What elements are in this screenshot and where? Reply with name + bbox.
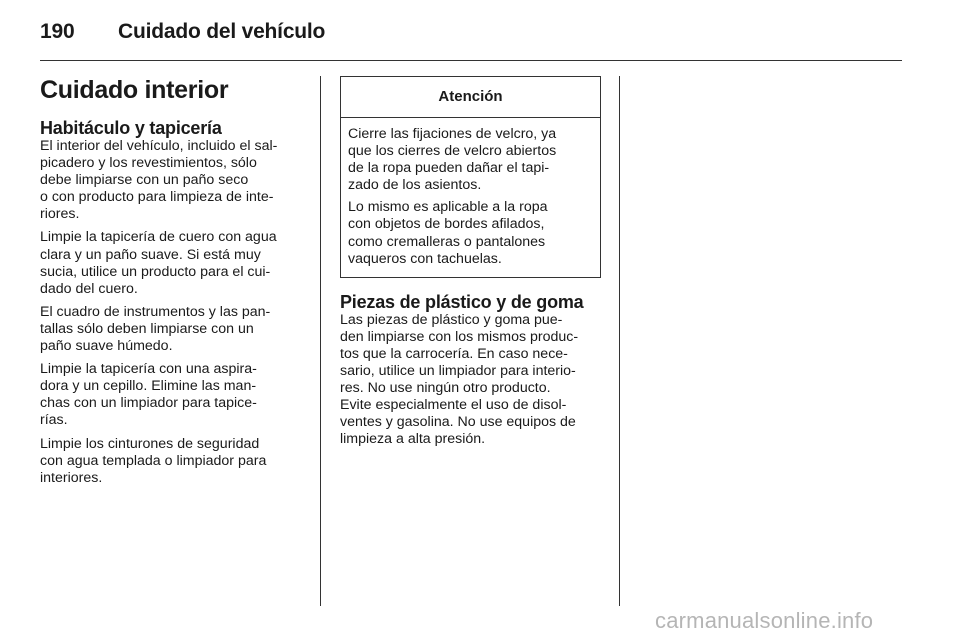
- interior-paragraph-5: Limpie los cinturones de seguridad con agua templada o limpiador para interiores.: [40, 435, 267, 486]
- column-divider-right: [619, 76, 620, 606]
- interior-paragraph-3: El cuadro de instrumentos y las pan- tallas sólo deben limpiarse con un paño suave húmedo.: [40, 303, 271, 355]
- notice-title: Atención: [341, 77, 600, 118]
- middle-column: [340, 76, 602, 455]
- page-number: 190: [40, 20, 75, 43]
- header-rule: [40, 60, 902, 61]
- column-divider-left: [320, 76, 321, 606]
- page-header: [40, 20, 325, 44]
- attention-notice-box: [340, 76, 601, 278]
- notice-paragraph-1: Cierre las fijaciones de velcro, ya que los cierres de velcro abiertos de la ropa pueden dañar el tapi- zado de los asientos.: [348, 126, 557, 194]
- interior-paragraph-4: Limpie la tapicería con una aspira- dora y un cepillo. Elimine las man- chas con un limpiador para tapice- rías.: [40, 361, 257, 429]
- notice-paragraph-2: Lo mismo es aplicable a la ropa con objetos de bordes afilados, como cremalleras o pantalones vaqueros con tachuelas.: [348, 199, 548, 267]
- chapter-title: Cuidado del vehículo: [118, 20, 326, 43]
- interior-subtitle: Habitáculo y tapicería: [40, 118, 222, 138]
- plastics-subtitle: Piezas de plástico y de goma: [340, 291, 584, 312]
- plastics-paragraph-1: Las piezas de plástico y goma pue- den limpiarse con los mismos produc- tos que la carrocería. En caso nece- sario, utilice un limpiador para interio- res. No use ningún otro producto. Evite especialmente el uso de disol- ventes y gasolina. No use equipos de limpieza a alta presión.: [340, 311, 579, 448]
- interior-paragraph-1: El interior del vehículo, incluido el sal- picadero y los revestimientos, sólo debe limpiarse con un paño seco o con producto para limpieza de inte- riores.: [40, 138, 278, 223]
- section-title: Cuidado interior: [40, 76, 229, 104]
- notice-body: [341, 118, 600, 277]
- interior-paragraph-2: Limpie la tapicería de cuero con agua clara y un paño suave. Si está muy sucia, utilice un producto para el cui- dado del cuero.: [40, 229, 277, 297]
- left-column: [40, 76, 306, 493]
- watermark-text: carmanualsonline.info: [655, 608, 874, 633]
